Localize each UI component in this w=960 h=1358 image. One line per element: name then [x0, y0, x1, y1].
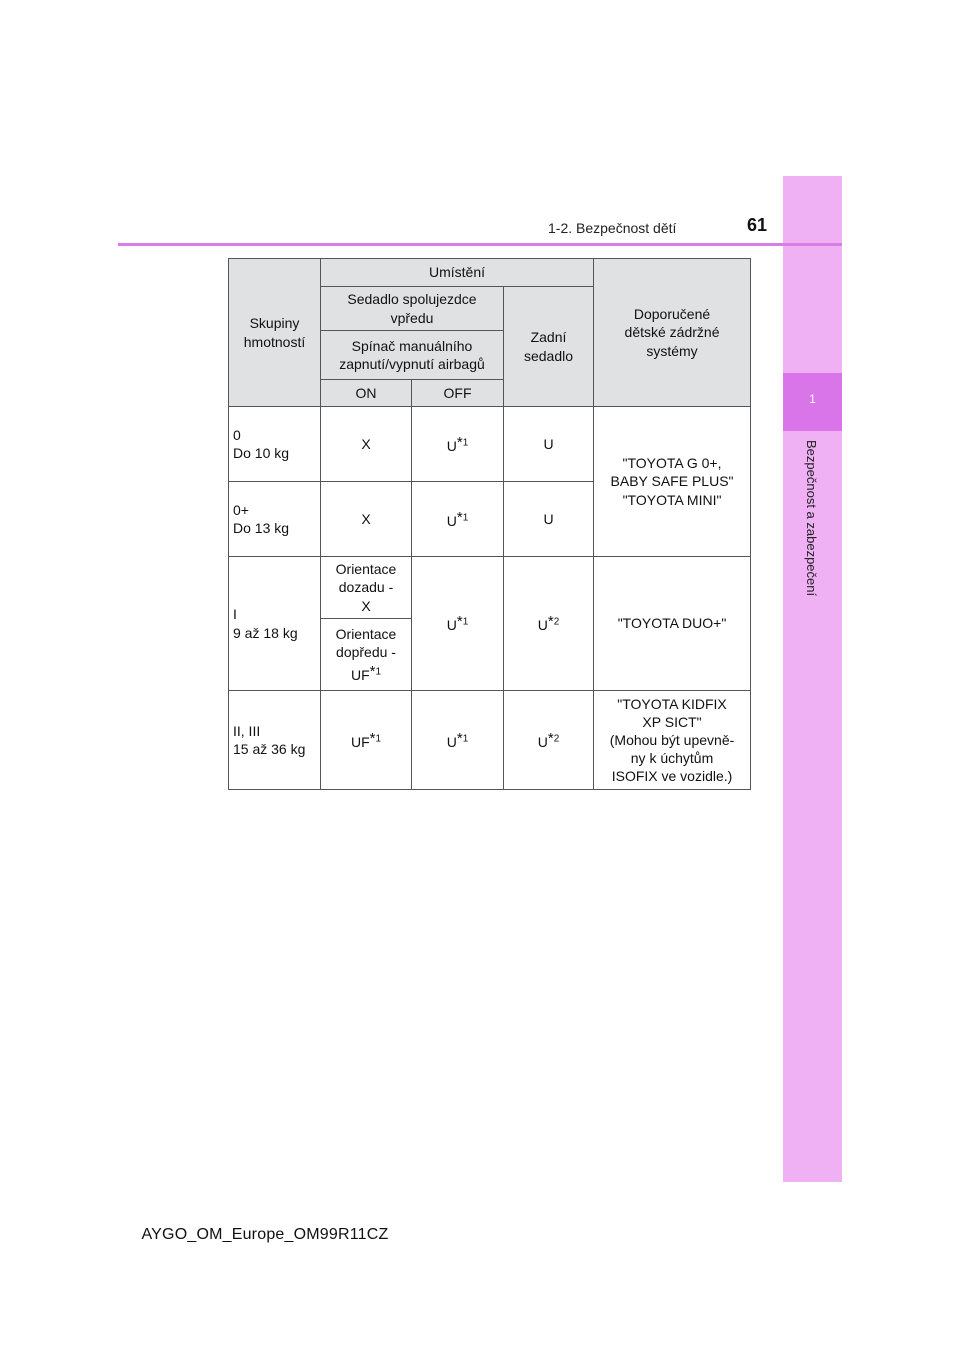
group-2-off: U*$^1$	[412, 691, 504, 790]
group-2-on: UF*$^1$	[321, 691, 412, 790]
group-1-rear: U*$^2$	[504, 557, 594, 691]
group-0-recommended: "TOYOTA G 0+, BABY SAFE PLUS" "TOYOTA MINI"	[594, 407, 751, 557]
section-title: 1-2. Bezpečnost dětí	[548, 220, 677, 236]
group-1-on-forward-facing: Orientace dopředu - UF*$^1$	[321, 619, 412, 691]
group-0plus-rear: U	[504, 482, 594, 557]
group-0plus-on: X	[321, 482, 412, 557]
table-row	[229, 407, 751, 482]
group-0-off: U*$^1$	[412, 407, 504, 482]
header-location: Umístění	[321, 259, 594, 287]
group-0-label: 0 Do 10 kg	[229, 407, 321, 482]
header-recommended: Doporučené dětské zádržné systémy	[594, 259, 751, 407]
group-1-recommended: "TOYOTA DUO+"	[594, 557, 751, 691]
group-0plus-off: U*$^1$	[412, 482, 504, 557]
document-code: AYGO_OM_Europe_OM99R11CZ	[141, 1226, 389, 1243]
group-2-rear: U*$^2$	[504, 691, 594, 790]
header-rear-seat: Zadní sedadlo	[504, 287, 594, 407]
header-on: ON	[321, 380, 412, 407]
group-1-on-rear-facing: Orientace dozadu - X	[321, 557, 412, 619]
header-divider	[118, 243, 842, 246]
group-0-rear: U	[504, 407, 594, 482]
chapter-title: Bezpečnost a zabezpečení	[804, 440, 819, 597]
page-number: 61	[747, 215, 768, 235]
group-2-label: II, III 15 až 36 kg	[229, 691, 321, 790]
group-1-label: I 9 až 18 kg	[229, 557, 321, 691]
group-0-on: X	[321, 407, 412, 482]
header-front-seat: Sedadlo spolujezdce vpředu	[321, 287, 504, 331]
group-0plus-label: 0+ Do 13 kg	[229, 482, 321, 557]
group-2-recommended: "TOYOTA KIDFIX XP SICT" (Mohou být upevně- ny k úchytům ISOFIX ve vozidle.)	[594, 691, 751, 790]
header-weight-groups: Skupiny hmotností	[229, 259, 321, 407]
child-seat-table	[228, 258, 751, 790]
header-airbag-switch: Spínač manuálního zapnutí/vypnutí airbagů	[321, 331, 504, 380]
chapter-side-tab	[783, 176, 842, 1182]
table-row	[229, 691, 751, 790]
group-1-off: U*$^1$	[412, 557, 504, 691]
header-off: OFF	[412, 380, 504, 407]
table-row	[229, 557, 751, 619]
chapter-number: 1	[809, 392, 816, 406]
